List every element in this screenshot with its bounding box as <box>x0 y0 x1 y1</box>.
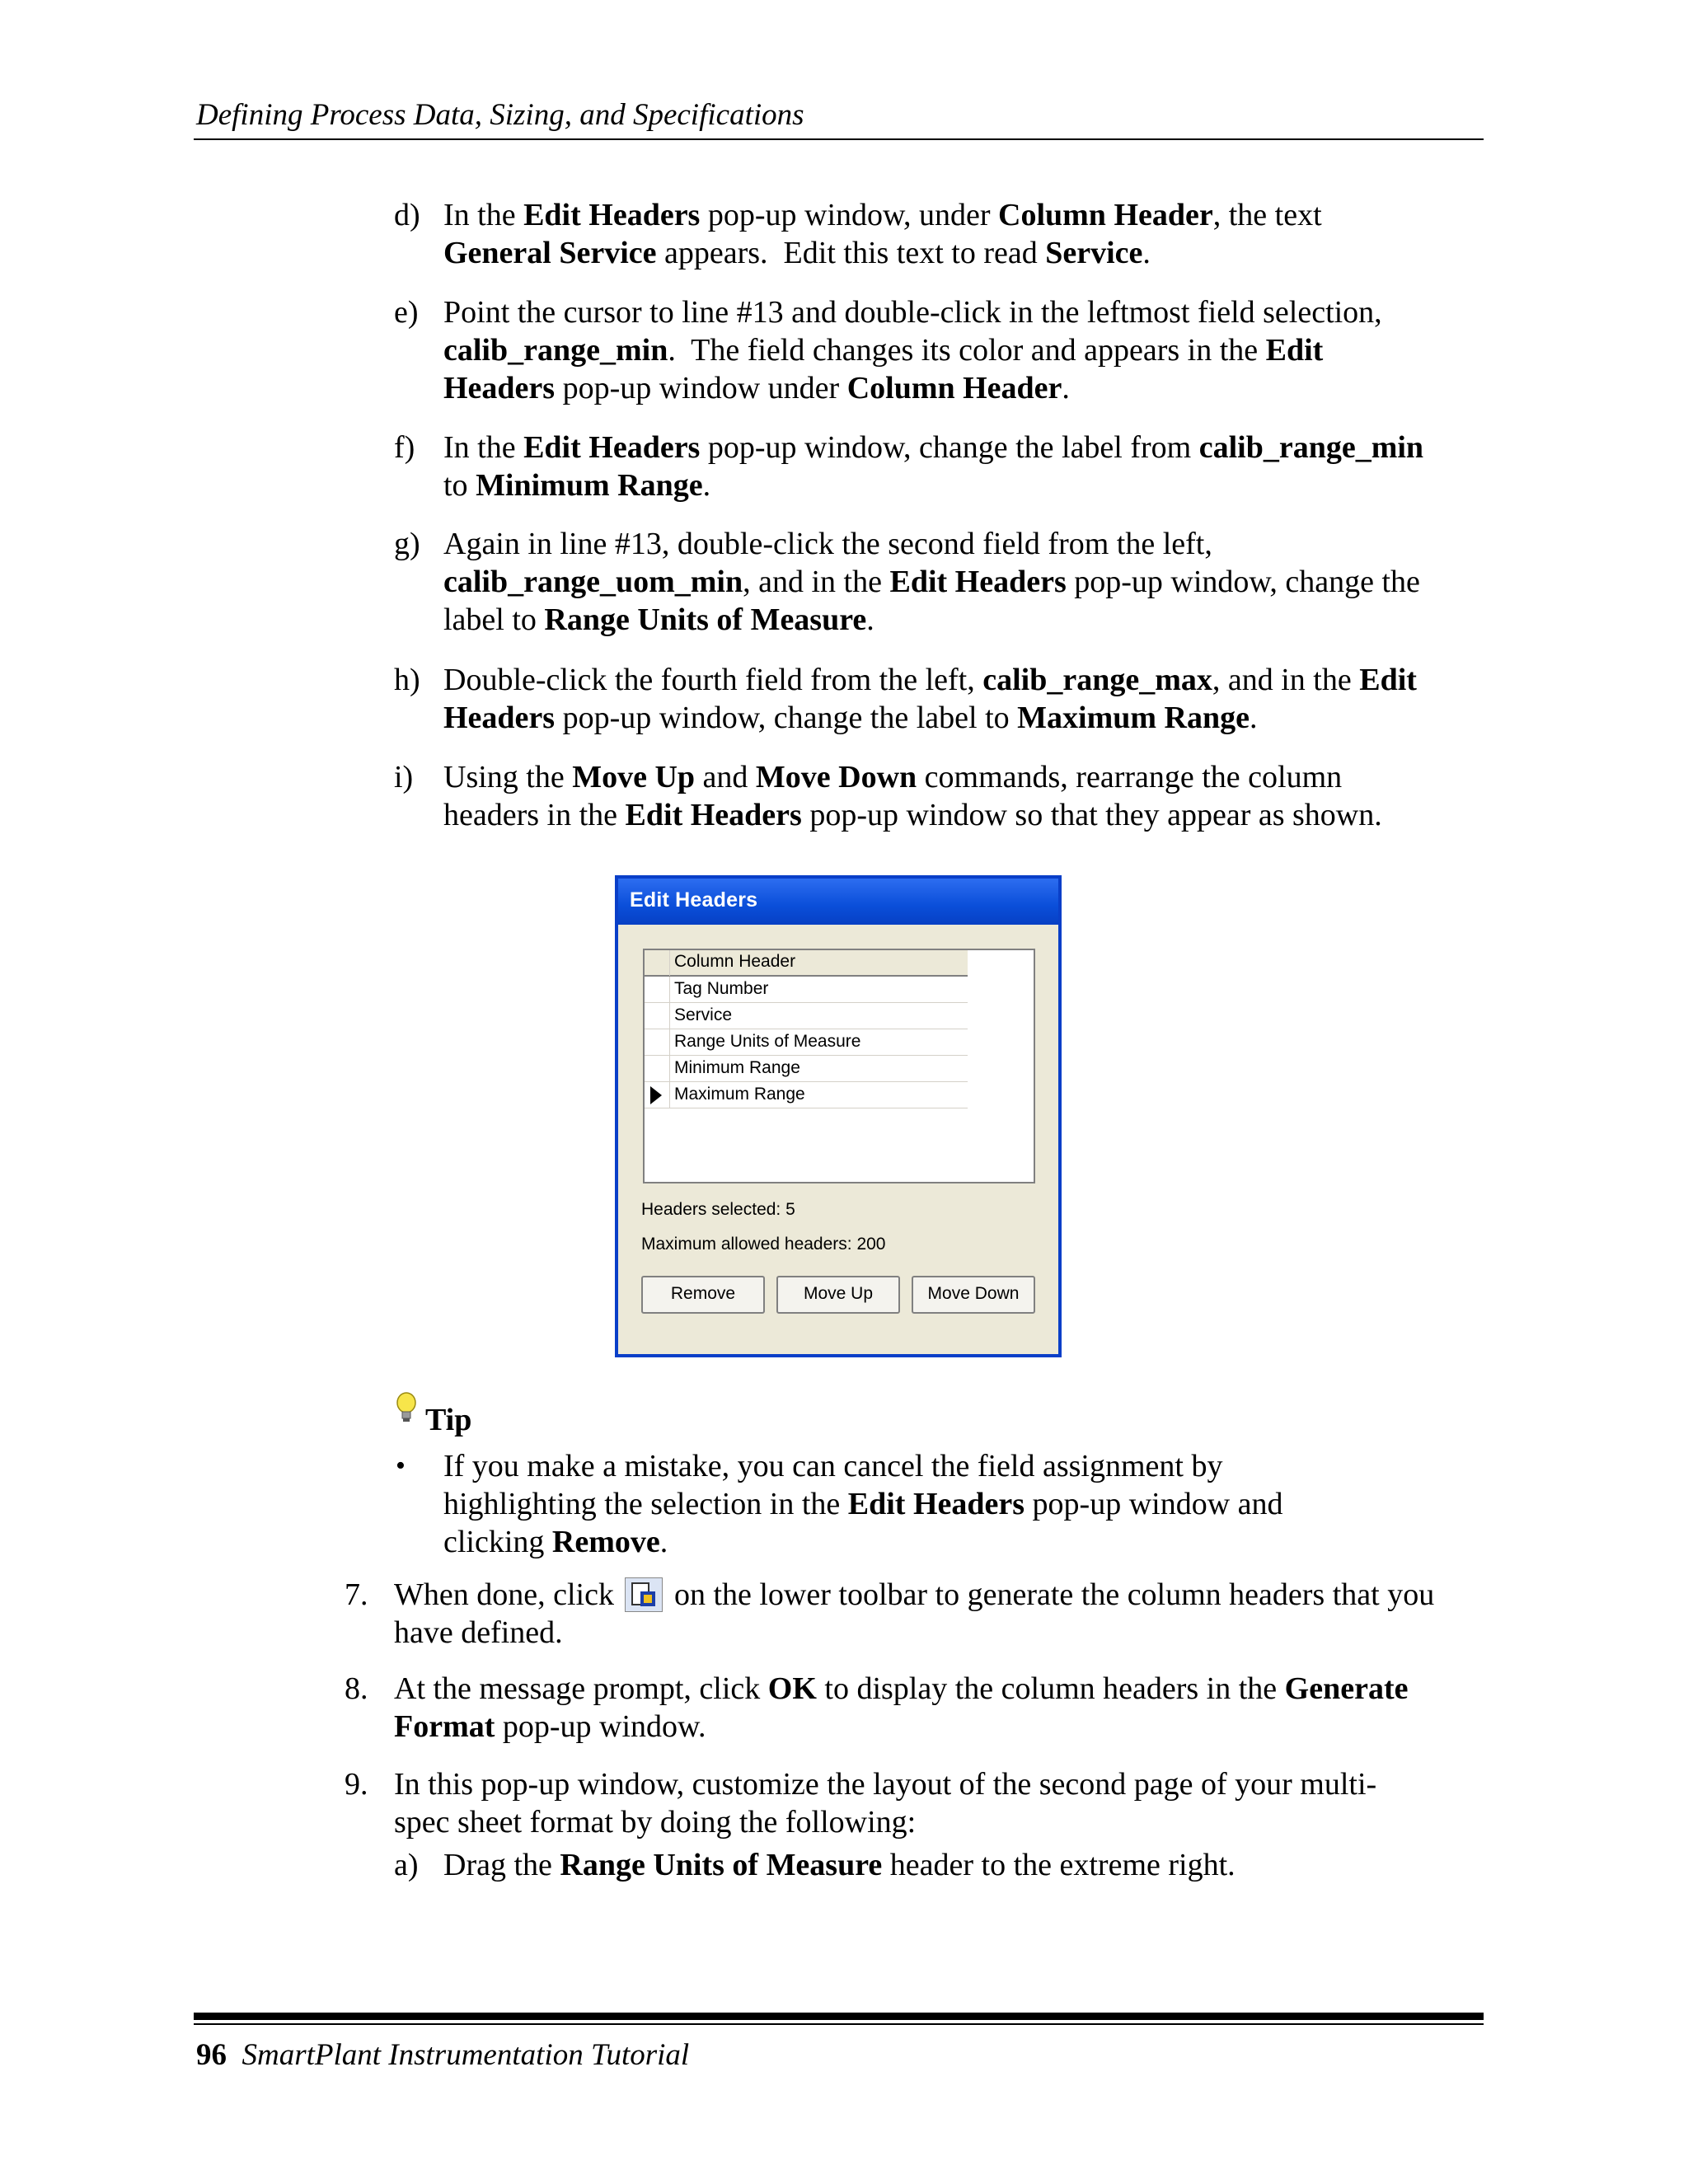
tip-label: Tip <box>425 1403 472 1437</box>
row-indicator-cell <box>645 1082 670 1108</box>
step-text: Using the Move Up and Move Down commands, rearrange the column headers in the Edit Headers pop-up window so that they appear as shown. <box>443 760 1382 832</box>
header-rule <box>194 138 1484 140</box>
step-label: e) <box>394 295 419 330</box>
row-indicator-cell <box>645 950 670 976</box>
step-label: d) <box>394 198 420 232</box>
page-header-title: Defining Process Data, Sizing, and Specifications <box>196 98 804 132</box>
step-label: i) <box>394 760 414 794</box>
row-indicator-cell <box>645 977 670 1002</box>
dialog-title: Edit Headers <box>630 888 758 912</box>
move-up-button[interactable]: Move Up <box>776 1276 900 1314</box>
step-text: Again in line #13, double-click the second field from the left, calib_range_uom_min, and in the Edit Headers pop-up window, change the label to Range Units of Measure. <box>443 527 1420 637</box>
headers-selected-text: Headers selected: 5 <box>641 1200 795 1219</box>
move-down-button[interactable]: Move Down <box>912 1276 1035 1314</box>
footer-title: SmartPlant Instrumentation Tutorial <box>241 2038 690 2072</box>
step-label: 9. <box>345 1767 368 1802</box>
footer-rule-thin <box>194 2023 1484 2025</box>
dialog-titlebar <box>618 879 1058 925</box>
lightbulb-icon <box>393 1391 420 1426</box>
list-item-label: Tag Number <box>674 979 769 998</box>
list-item[interactable] <box>645 977 968 1003</box>
list-item[interactable] <box>645 1082 968 1108</box>
headers-list[interactable] <box>643 949 1035 1183</box>
list-item-label: Service <box>674 1005 733 1024</box>
step-text: When done, click on the lower toolbar to generate the column headers that you have defined. <box>394 1577 1435 1650</box>
row-indicator-cell <box>645 1029 670 1055</box>
column-header-row <box>645 950 968 977</box>
list-item[interactable] <box>645 1056 968 1082</box>
step-text: At the message prompt, click OK to display the column headers in the Generate Format pop-up window. <box>394 1671 1409 1744</box>
step-text: Drag the Range Units of Measure header to the extreme right. <box>443 1848 1236 1882</box>
generate-headers-icon <box>625 1577 663 1612</box>
step-label: h) <box>394 663 420 697</box>
list-item[interactable] <box>645 1003 968 1029</box>
step-text: In the Edit Headers pop-up window, change the label from calib_range_min to Minimum Range. <box>443 430 1424 503</box>
remove-button[interactable]: Remove <box>641 1276 765 1314</box>
tip-bullet: • <box>396 1451 406 1481</box>
footer-rule <box>194 2013 1484 2020</box>
current-row-arrow-icon <box>650 1086 662 1104</box>
edit-headers-dialog <box>615 875 1062 1357</box>
step-text: Double-click the fourth field from the left, calib_range_max, and in the Edit Headers pop-up window, change the label to Maximum Range. <box>443 663 1417 735</box>
step-label: 8. <box>345 1671 368 1706</box>
step-label: g) <box>394 527 420 561</box>
list-item-label: Maximum Range <box>674 1085 805 1104</box>
step-label: a) <box>394 1848 419 1882</box>
row-indicator-cell <box>645 1056 670 1081</box>
step-label: f) <box>394 430 415 465</box>
list-item-label: Minimum Range <box>674 1058 800 1077</box>
max-headers-text: Maximum allowed headers: 200 <box>641 1235 886 1254</box>
column-header-label: Column Header <box>674 952 796 971</box>
footer <box>196 2037 689 2073</box>
step-text: In the Edit Headers pop-up window, under Column Header, the text General Service appears. Edit this text to read Service. <box>443 198 1322 270</box>
list-item-label: Range Units of Measure <box>674 1032 861 1051</box>
list-item[interactable] <box>645 1029 968 1056</box>
step-text: In this pop-up window, customize the layout of the second page of your multi- spec sheet format by doing the following: <box>394 1767 1377 1840</box>
row-indicator-cell <box>645 1003 670 1029</box>
tip-text: If you make a mistake, you can cancel the field assignment by highlighting the selection in the Edit Headers pop-up window and clicking Remove. <box>443 1449 1283 1559</box>
step-label: 7. <box>345 1577 368 1612</box>
step-text: Point the cursor to line #13 and double-click in the leftmost field selection, calib_range_min. The field changes its color and appears in the Edit Headers pop-up window under Column Header. <box>443 295 1382 405</box>
page-number: 96 <box>196 2038 227 2072</box>
